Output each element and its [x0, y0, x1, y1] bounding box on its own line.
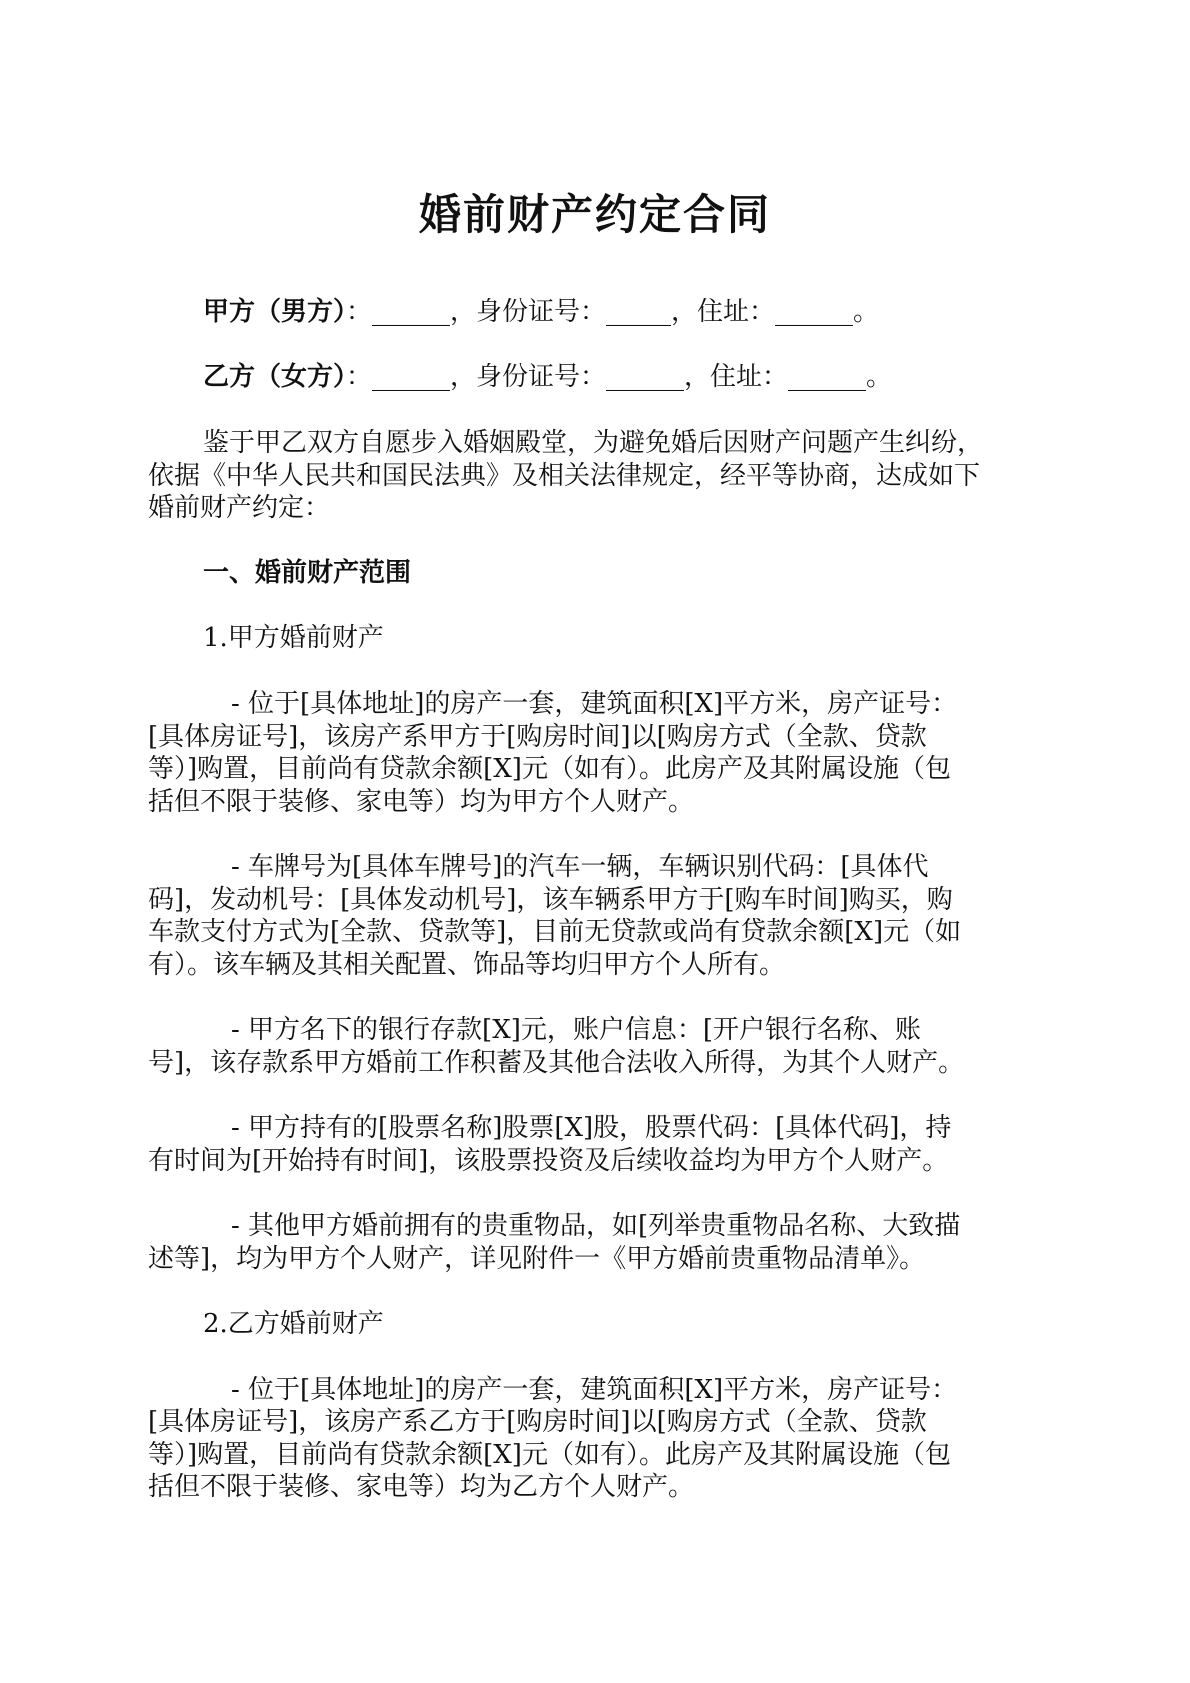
a-house-line: [具体房证号]，该房产系甲方于[购房时间]以[购房方式（全款、贷款	[148, 722, 927, 752]
party-a-label: 甲方（男方）	[203, 297, 347, 327]
b-house-line: 括但不限于装修、家电等）均为乙方个人财产。	[148, 1472, 695, 1502]
section-heading: 一、婚前财产范围	[203, 558, 412, 588]
a-deposit-line: - 甲方名下的银行存款[X]元，账户信息：[开户银行名称、账	[231, 1015, 921, 1045]
a-car-line: 车款支付方式为[全款、贷款等]，目前无贷款或尚有贷款余额[X]元（如	[148, 917, 962, 947]
a-valuables-line: - 其他甲方婚前拥有的贵重物品，如[列举贵重物品名称、大致描	[231, 1211, 961, 1241]
party-b-details: ：______，身份证号：______，住址：______。	[346, 362, 893, 392]
a-car-line: 码]，发动机号：[具体发动机号]，该车辆系甲方于[购车时间]购买，购	[148, 885, 953, 915]
subsection-heading-b: 2.乙方婚前财产	[203, 1309, 384, 1339]
preamble-line: 鉴于甲乙双方自愿步入婚姻殿堂，为避免婚后因财产问题产生纠纷，	[203, 428, 984, 458]
b-house-line: 等）]购置，目前尚有贷款余额[X]元（如有）。此房产及其附属设施（包	[148, 1440, 951, 1470]
a-house-line: - 位于[具体地址]的房产一套，建筑面积[X]平方米，房产证号：	[231, 689, 958, 719]
party-b-line	[203, 361, 1103, 393]
b-house-line: [具体房证号]，该房产系乙方于[购房时间]以[购房方式（全款、贷款	[148, 1407, 927, 1437]
a-deposit-line: 号]，该存款系甲方婚前工作积蓄及其他合法收入所得，为其个人财产。	[148, 1048, 965, 1078]
subsection-heading-a: 1.甲方婚前财产	[203, 623, 384, 653]
a-stock-line: - 甲方持有的[股票名称]股票[X]股，股票代码：[具体代码]，持	[231, 1113, 952, 1143]
a-house-line: 等）]购置，目前尚有贷款余额[X]元（如有）。此房产及其附属设施（包	[148, 754, 951, 784]
a-car-line: 有）。该车辆及其相关配置、饰品等均归甲方个人所有。	[148, 950, 786, 980]
preamble-line: 婚前财产约定：	[148, 493, 331, 523]
preamble-line: 依据《中华人民共和国民法典》及相关法律规定，经平等协商，达成如下	[148, 461, 981, 491]
b-house-line: - 位于[具体地址]的房产一套，建筑面积[X]平方米，房产证号：	[231, 1375, 958, 1405]
party-a-line	[203, 296, 1103, 328]
a-valuables-line: 述等]，均为甲方个人财产，详见附件一《甲方婚前贵重物品清单》。	[148, 1244, 926, 1274]
a-stock-line: 有时间为[开始持有时间]，该股票投资及后续收益均为甲方个人财产。	[148, 1146, 949, 1176]
party-b-label: 乙方（女方）	[203, 362, 347, 392]
a-car-line: - 车牌号为[具体车牌号]的汽车一辆，车辆识别代码：[具体代	[231, 852, 929, 882]
document-title: 婚前财产约定合同	[418, 190, 771, 239]
a-house-line: 括但不限于装修、家电等）均为甲方个人财产。	[148, 787, 695, 817]
party-a-details: ：______，身份证号：_____，住址：______。	[346, 297, 880, 327]
